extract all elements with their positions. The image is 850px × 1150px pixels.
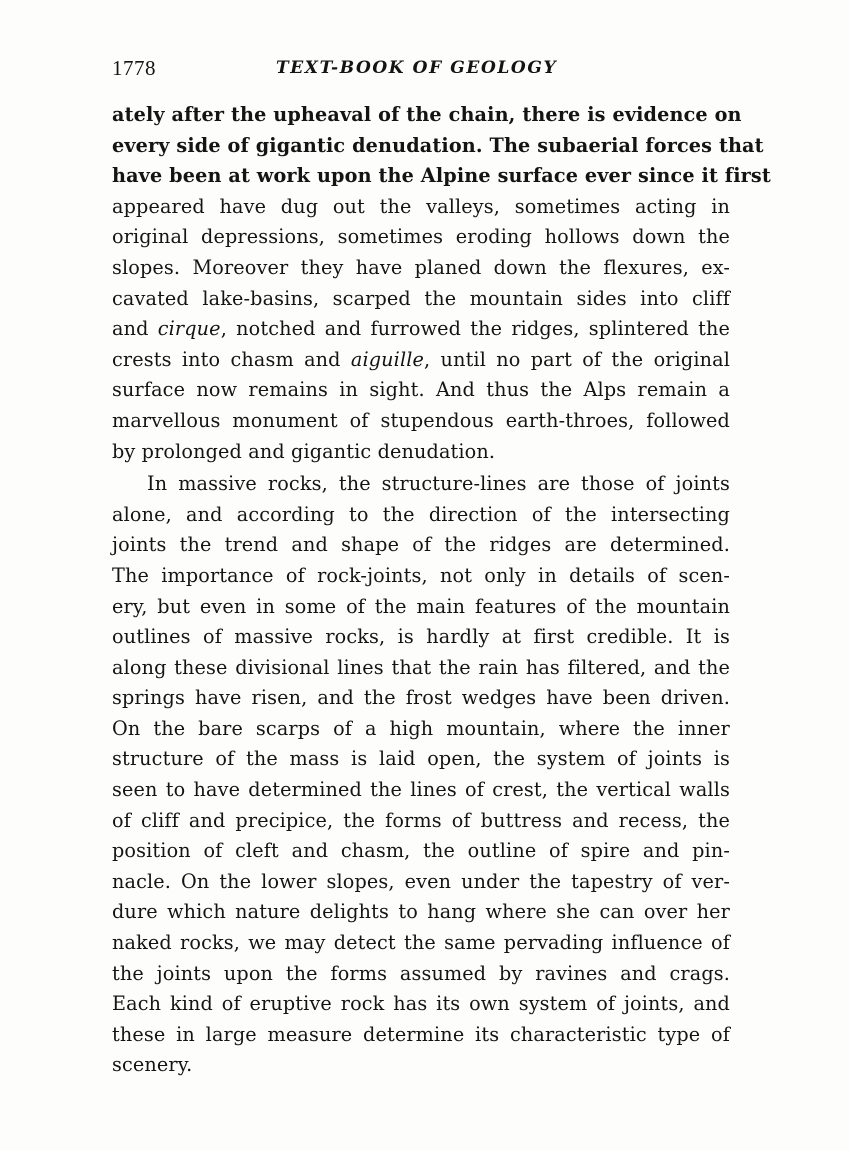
text-line: position of cleft and chasm, the outline of spire and pin- — [112, 839, 730, 863]
book-title: TEXT-BOOK OF GEOLOGY — [276, 58, 558, 78]
text-line: In massive rocks, the structure-lines are those of joints — [147, 472, 730, 496]
paragraph-rock-joints — [112, 469, 730, 1081]
text-line: The importance of rock-joints, not only in details of scen- — [112, 563, 730, 587]
text-line: original depressions, sometimes eroding hollows down the — [112, 225, 730, 249]
text-line: seen to have determined the lines of crest, the vertical walls — [112, 778, 730, 802]
running-head — [112, 56, 732, 90]
page-number: 1778 — [112, 56, 156, 80]
text-line: and cirque, notched and furrowed the ridges, splintered the — [112, 317, 730, 341]
text-line: Each kind of eruptive rock has its own system of joints, and — [112, 992, 730, 1016]
italic-term: cirque — [157, 317, 221, 341]
text-line: slopes. Moreover they have planed down the flexures, ex- — [112, 255, 730, 279]
text-line: the joints upon the forms assumed by ravines and crags. — [112, 961, 730, 985]
text-line: by prolonged and gigantic denudation. — [112, 439, 496, 463]
text-line: alone, and according to the direction of the intersecting — [112, 502, 730, 526]
text-line: structure of the mass is laid open, the system of joints is — [112, 747, 730, 771]
text-line: dure which nature delights to hang where she can over her — [112, 900, 730, 924]
text-line: On the bare scarps of a high mountain, where the inner — [112, 716, 730, 740]
text-line: have been at work upon the Alpine surface ever since it first — [112, 164, 771, 188]
text-line: springs have risen, and the frost wedges have been driven. — [112, 686, 730, 710]
paragraph-alps-denudation — [112, 100, 771, 467]
text-line: every side of gigantic denudation. The subaerial forces that — [112, 133, 764, 157]
text-line: crests into chasm and aiguille, until no part of the original — [112, 347, 730, 371]
text-line: naked rocks, we may detect the same pervading influence of — [112, 931, 730, 955]
text-line: ery, but even in some of the main features of the mountain — [112, 594, 730, 618]
body-text — [112, 100, 771, 1081]
text-line: surface now remains in sight. And thus the Alps remain a — [112, 378, 730, 402]
text-line: scenery. — [112, 1053, 193, 1077]
text-line: ately after the upheaval of the chain, there is evidence on — [112, 103, 742, 126]
text-line: nacle. On the lower slopes, even under the tapestry of ver- — [112, 869, 730, 893]
text-line: of cliff and precipice, the forms of buttress and recess, the — [112, 808, 730, 832]
text-line: marvellous monument of stupendous earth-throes, followed — [112, 408, 730, 432]
text-line: along these divisional lines that the rain has filtered, and the — [112, 655, 730, 679]
text-line: joints the trend and shape of the ridges are determined. — [112, 533, 730, 557]
text-line: outlines of massive rocks, is hardly at first credible. It is — [112, 625, 730, 649]
text-line: these in large measure determine its characteristic type of — [112, 1022, 730, 1046]
text-line: appeared have dug out the valleys, sometimes acting in — [112, 194, 730, 218]
text-line: cavated lake-basins, scarped the mountain sides into cliff — [112, 286, 730, 310]
italic-term: aiguille — [350, 347, 425, 371]
